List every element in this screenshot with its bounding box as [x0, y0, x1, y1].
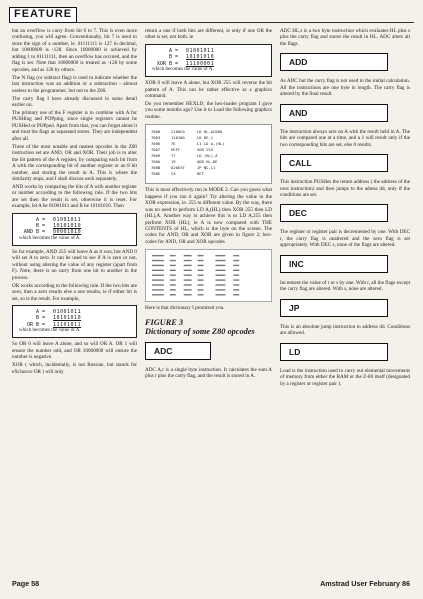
paragraph: So for example, AND 255 will leave A as it was, but AND 0 will set A to zero. It can be used to see if A is zero or not, without using altering the value of any register (apart from F). Note, there is no carry from one bit to another in the process.: [12, 248, 137, 281]
code-label: AND B =: [23, 229, 45, 236]
listing-address: 7003: [151, 135, 161, 141]
code-value: 10101010: [53, 315, 82, 322]
paragraph: XOR ( which, incidentally, is not Russian, but stands for eXclusive OR ) will only: [12, 362, 137, 375]
listing-bytes: EEFF: [171, 147, 181, 153]
paragraph: The carry flag I have already discussed in some detail earlier on.: [12, 95, 137, 108]
paragraph: return a one if both bits are different, ie only if one OR the other is set, not both. ie: [145, 28, 272, 41]
page-footer: [12, 579, 410, 589]
code-value: 01001011: [53, 216, 82, 223]
listing-address: 700B: [151, 165, 161, 171]
listing-bytes: 77: [171, 153, 176, 159]
paragraph: Load is the instruction used to carry out elemental movements of memory from either the RAM or the Z-80 itself (designated by a register or register pair ).: [280, 367, 410, 387]
listing-bytes: 110180: [171, 135, 185, 141]
opcode-heading-dec: DEC: [280, 204, 388, 222]
paragraph: ADC A,r is a single byte instruction. It calculates the sum A plus r plus the carry flag, and the result is stored in A.: [145, 366, 272, 380]
paragraph: Increment the value of r or s by one. With r, all the flags except the carry flag are altered. With s, none are altered.: [280, 279, 410, 293]
figure-subtitle: Dictionary of some Z80 opcodes: [145, 326, 255, 336]
listing-mnemonic: LD (HL),A: [197, 153, 218, 159]
listing-bytes: D2067E: [171, 165, 185, 171]
xor-example-box: [145, 44, 272, 77]
figure-title: [145, 318, 272, 336]
code-label: B =: [168, 54, 178, 61]
code-value: 01001011: [53, 309, 82, 316]
listing-mnemonic: ADD HL,DE: [197, 159, 218, 165]
listing-address: 7000: [151, 129, 161, 135]
code-label: A =: [35, 309, 45, 316]
opcode-heading-and: AND: [280, 104, 388, 122]
code-label: A =: [168, 47, 178, 54]
code-label: A =: [35, 216, 45, 223]
listing-address: 700E: [151, 171, 161, 177]
opcode-heading-add: ADD: [280, 53, 388, 71]
paragraph: So OR 0 will leave A alone, and so will OR A. OR 1 will ensure the number odd, and OR 10000000 will ensure the number is negative.: [12, 341, 137, 361]
graphics-routine-listing: [145, 124, 272, 184]
code-caption: which becomes the value of A.: [19, 235, 81, 241]
figure-number: FIGURE 3: [145, 317, 184, 327]
section-banner: [9, 7, 414, 23]
column-3: [280, 28, 410, 388]
magazine-issue: Amstrad User February 86: [320, 579, 410, 588]
opcode-heading-adc: ADC: [145, 342, 211, 360]
listing-address: 7009: [151, 153, 161, 159]
figure-caption: Here is that dictionary I promised you.: [145, 305, 225, 312]
listing-mnemonic: RET: [197, 171, 204, 177]
listing-mnemonic: LD HL,&C000: [197, 129, 223, 135]
listing-mnemonic: LD DE,1: [197, 135, 214, 141]
opcode-heading-jp: JP: [280, 299, 388, 317]
or-example-box: [12, 305, 137, 338]
paragraph: ADC HL,s is a two byte instruction which evaluates HL plus s plus the carry flag and stores the result in HL. ADC alters all the flags.: [280, 28, 410, 47]
paragraph: This is most effectively run in MODE 2. Can you guess what happens if you run it again? Try altering the value in the XOR expression, ie. 255 to different value. By the way, there was no need to perform LD A,(HL) then XOR 255 then LD (HL),A. Another way to achieve this is to LD A,255 then perform XOR (HL), ie A is now compared with THE CONTENTS of HL, which is the byte on the screen. The codes for AND, OR and XOR are given in figure 2; hex-codes for AND, OR and XOR opcodes: [145, 187, 272, 245]
opcode-heading-call: CALL: [280, 154, 388, 172]
code-label: B =: [35, 315, 45, 322]
page-number: Page 58: [12, 579, 40, 588]
paragraph: AND works by comparing the bits of A with another register or number according to the following rule. If the two bits are set then the result is set, otherwise it is reset. For example, let A be 01001011 and B be 10101010. Then: [12, 183, 137, 210]
opcode-dump-figure: [145, 249, 272, 302]
paragraph: XOR 0 will leave A alone, but XOR 255 will reverse the bit pattern of A. This can be rather effective as a graphics command.: [145, 80, 272, 99]
paragraph: OR works according to the following rule. If the two bits are zero, then a zero results else a one results, ie if either bit is set, so is the result. For example,: [12, 282, 137, 302]
listing-bytes: 19: [171, 159, 176, 165]
listing-mnemonic: XOR 255: [197, 147, 214, 153]
code-label: XOR B =: [156, 60, 178, 67]
code-value: 01001011: [186, 47, 215, 54]
listing-address: 700A: [151, 159, 161, 165]
paragraph: The register or register pair is decremented by one. With DEC r, the carry flag is unaltered and the zero flag is set appropriately. With DEC s, none of the flags are altered.: [280, 229, 410, 249]
opcode-heading-inc: INC: [280, 255, 388, 273]
code-caption: which becomes the value of A.: [19, 327, 81, 333]
listing-bytes: C9: [171, 171, 176, 177]
paragraph: The N flag (or subtract flag) is used to indicate whether the last instruction was an addition or a subtraction - almost useless to the programmer, but not to the Z80.: [12, 74, 137, 94]
listing-address: 7007: [151, 147, 161, 153]
listing-mnemonic: JP NC,L1: [197, 165, 216, 171]
and-example-box: [12, 213, 137, 246]
listing-mnemonic: L1 LD A,(HL): [197, 141, 225, 147]
paragraph: but an overflow is carry from bit 6 to 7. This is even more confusing, you will agree. Conventionally, bit 7 is used to store the sign of a number, ie. 01111111 is 127 in decimal, but 10000000 is -128. Since 10000000 is achieved by adding 1 to 01111111, then an overflow has occured, and the flag is set. Note that 10000000 is treated as -128 by some opcodes, and as 128 by others.: [12, 28, 137, 73]
column-1: [12, 28, 137, 377]
opcode-heading-ld: LD: [280, 343, 388, 361]
code-value: 10101010: [186, 54, 215, 61]
code-value: 11100001: [186, 60, 215, 67]
paragraph: The instruction always acts on A with the result held in A. The bits are compared one at a time, and a 1 will result only if the two corresponding bits are set, else 0 results.: [280, 128, 410, 148]
paragraph: This is an absolute jump instruction to address dd. Conditions are allowed.: [280, 323, 410, 337]
code-label: B =: [35, 223, 45, 230]
paragraph: This instruction PUSHes the return address ( the address of the next instruction) and then jumps to the adress dd, only if the conditions are set.: [280, 179, 410, 198]
code-label: OR B =: [26, 321, 45, 328]
paragraph: The primary use of the F register is to combine with A for PUSHing and POPping, since single registers cannot be PUSHed or POPped. Apart from that, you can forget about it and treat the flags as separated stores. They are independent after all.: [12, 109, 137, 142]
paragraph: Three of the most notable and neatest opcodes in the Z80 instruction set are AND, OR and XOR. Their job is to alter the bit pattern of the A register, by comparing each bit from A with the corresponding bit of another register or an 8 bit number, and storing the result in A. This is where the similarity stops, and I shall discuss each separately.: [12, 143, 137, 182]
listing-row: [151, 171, 266, 177]
paragraph: Do you remember HEXLD, the hex-loader program I gave you some months ago? Use it to Load the following graphics routine.: [145, 100, 272, 120]
listing-address: 7006: [151, 141, 161, 147]
code-value: 11101011: [53, 321, 82, 328]
code-value: 00001010: [53, 229, 82, 236]
opcode-dump-image: [150, 253, 267, 298]
listing-bytes: 7E: [171, 141, 176, 147]
code-caption: which becomes the value of A.: [152, 66, 214, 72]
paragraph: As ADC but the carry flag is not used in the initial calculation. All the instructions are one byte in length. The carry flag is altered by the final result.: [280, 78, 410, 98]
code-value: 10101010: [53, 223, 82, 230]
column-2: [145, 28, 272, 381]
listing-bytes: 2100C0: [171, 129, 185, 135]
section-label: FEATURE: [9, 7, 77, 23]
